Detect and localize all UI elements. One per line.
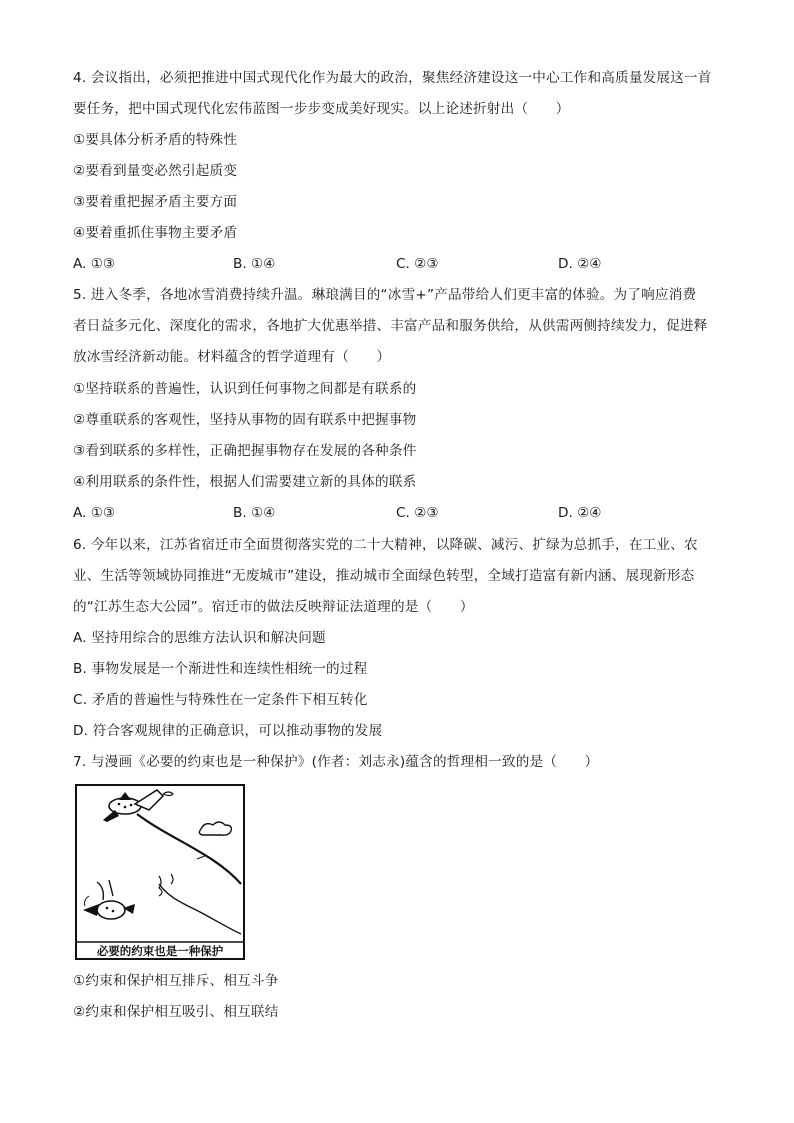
q6-choice-a: A. 坚持用综合的思维方法认识和解决问题 xyxy=(73,630,326,646)
q4-option-b: B. ①④ xyxy=(233,256,276,272)
q5-option-a: A. ①③ xyxy=(73,505,116,521)
q4-option-c: C. ②③ xyxy=(396,256,439,272)
q4-stem-line-1: 4. 会议指出，必须把推进中国式现代化作为最大的政治，聚焦经济建设这一中心工作和高质量发展这一首 xyxy=(73,70,712,86)
q5-option-d: D. ②④ xyxy=(558,505,602,521)
q5-stem-line-2: 者日益多元化、深度化的需求，各地扩大优惠举措、丰富产品和服务供给，从供需两侧持续发力，促进释 xyxy=(73,318,708,334)
q5-item-3: ③看到联系的多样性，正确把握事物存在发展的各种条件 xyxy=(73,443,417,459)
q6-stem-line-2: 业、生活等领域协同推进“无废城市”建设，推动城市全面绿色转型，全域打造富有新内涵、展现新形态 xyxy=(73,568,695,584)
q6-choice-c: C. 矛盾的普遍性与特殊性在一定条件下相互转化 xyxy=(73,692,368,708)
q4-option-d: D. ②④ xyxy=(558,256,602,272)
q4-item-4: ④要着重抓住事物主要矛盾 xyxy=(73,225,238,241)
q6-choice-b: B. 事物发展是一个渐进性和连续性相统一的过程 xyxy=(73,661,368,677)
q6-stem-line-1: 6. 今年以来，江苏省宿迁市全面贯彻落实党的二十大精神，以降碳、减污、扩绿为总抓手，在工业、农 xyxy=(73,537,698,553)
q4-item-3: ③要着重把握矛盾主要方面 xyxy=(73,194,238,210)
q5-stem-line-3: 放冰雪经济新动能。材料蕴含的哲学道理有（ ） xyxy=(73,349,391,365)
q4-stem-line-2: 要任务，把中国式现代化宏伟蓝图一步步变成美好现实。以上论述折射出（ ） xyxy=(73,101,570,117)
q4-item-2: ②要看到量变必然引起质变 xyxy=(73,163,238,179)
q7-stem: 7. 与漫画《必要的约束也是一种保护》(作者：刘志永)蕴含的哲理相一致的是（ ） xyxy=(73,754,599,770)
q5-item-2: ②尊重联系的客观性，坚持从事物的固有联系中把握事物 xyxy=(73,412,417,428)
q4-item-1: ①要具体分析矛盾的特殊性 xyxy=(73,132,238,148)
q5-item-4: ④利用联系的条件性，根据人们需要建立新的具体的联系 xyxy=(73,474,417,490)
cartoon-caption: 必要的约束也是一种保护 xyxy=(96,944,224,958)
q7-item-1: ①约束和保护相互排斥、相互斗争 xyxy=(73,973,279,989)
q5-option-b: B. ①④ xyxy=(233,505,276,521)
q5-stem-line-1: 5. 进入冬季，各地冰雪消费持续升温。琳琅满目的“冰雪+”产品带给人们更丰富的体验。为了响应消费 xyxy=(73,287,697,303)
cartoon-image xyxy=(75,784,245,960)
cartoon-drawing xyxy=(75,784,245,960)
q6-choice-d: D. 符合客观规律的正确意识，可以推动事物的发展 xyxy=(73,723,383,739)
q6-stem-line-3: 的“江苏生态大公园”。宿迁市的做法反映辩证法道理的是（ ） xyxy=(73,599,474,615)
q5-item-1: ①坚持联系的普遍性，认识到任何事物之间都是有联系的 xyxy=(73,381,417,397)
q4-option-a: A. ①③ xyxy=(73,256,116,272)
q5-option-c: C. ②③ xyxy=(396,505,439,521)
q7-item-2: ②约束和保护相互吸引、相互联结 xyxy=(73,1004,279,1020)
